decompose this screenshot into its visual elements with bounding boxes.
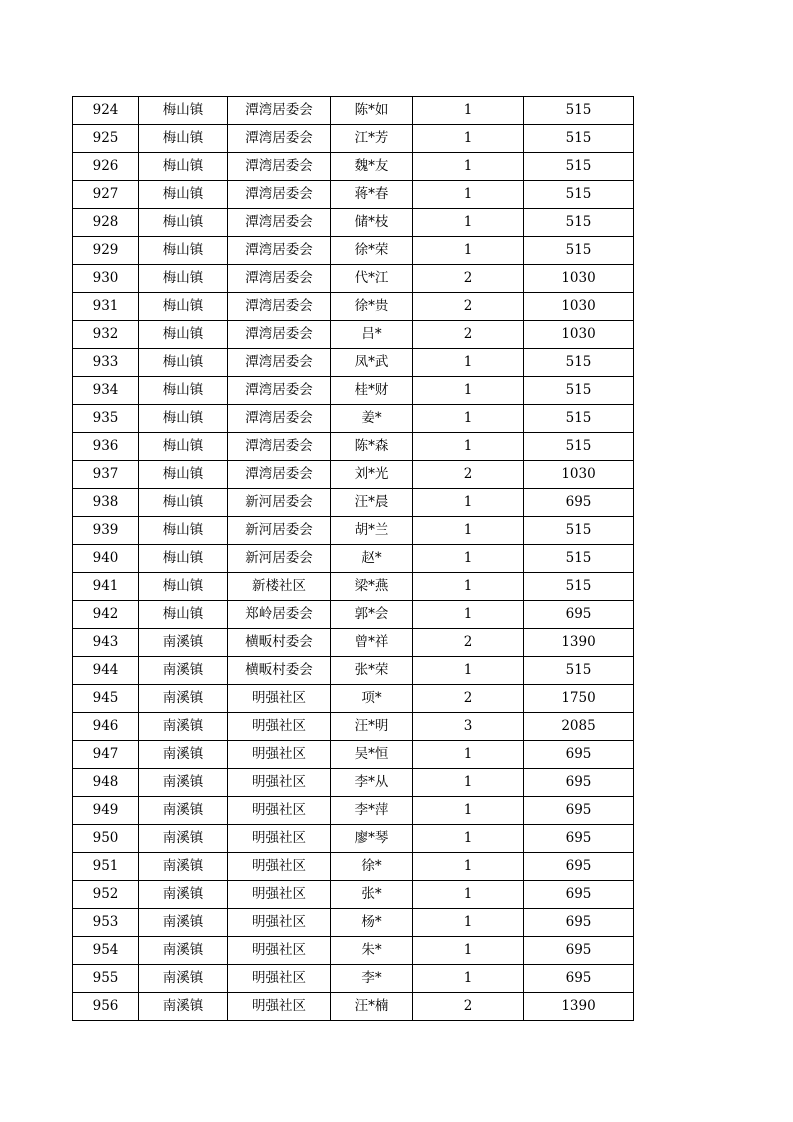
amount-cell: 515 — [524, 433, 634, 461]
row-number-cell: 925 — [73, 125, 139, 153]
table-row — [73, 517, 634, 545]
name-cell: 姜* — [331, 405, 413, 433]
table-row — [73, 769, 634, 797]
town-cell: 南溪镇 — [139, 657, 228, 685]
row-number-cell: 932 — [73, 321, 139, 349]
table-row — [73, 405, 634, 433]
amount-cell: 695 — [524, 601, 634, 629]
table-row — [73, 629, 634, 657]
table-row — [73, 97, 634, 125]
table-row — [73, 909, 634, 937]
name-cell: 魏*友 — [331, 153, 413, 181]
row-number-cell: 949 — [73, 797, 139, 825]
row-number-cell: 956 — [73, 993, 139, 1021]
community-cell: 明强社区 — [228, 937, 331, 965]
amount-cell: 695 — [524, 797, 634, 825]
table-row — [73, 937, 634, 965]
name-cell: 桂*财 — [331, 377, 413, 405]
row-number-cell: 951 — [73, 853, 139, 881]
town-cell: 梅山镇 — [139, 181, 228, 209]
table-row — [73, 881, 634, 909]
table-row — [73, 825, 634, 853]
community-cell: 明强社区 — [228, 909, 331, 937]
name-cell: 汪*晨 — [331, 489, 413, 517]
table-row — [73, 489, 634, 517]
row-number-cell: 955 — [73, 965, 139, 993]
table-body — [73, 97, 634, 1021]
community-cell: 潭湾居委会 — [228, 349, 331, 377]
row-number-cell: 926 — [73, 153, 139, 181]
community-cell: 潭湾居委会 — [228, 321, 331, 349]
name-cell: 吴*恒 — [331, 741, 413, 769]
town-cell: 南溪镇 — [139, 881, 228, 909]
name-cell: 陈*如 — [331, 97, 413, 125]
row-number-cell: 947 — [73, 741, 139, 769]
community-cell: 潭湾居委会 — [228, 209, 331, 237]
household-count-cell: 3 — [413, 713, 524, 741]
amount-cell: 695 — [524, 937, 634, 965]
town-cell: 梅山镇 — [139, 601, 228, 629]
household-count-cell: 1 — [413, 853, 524, 881]
household-count-cell: 1 — [413, 153, 524, 181]
row-number-cell: 936 — [73, 433, 139, 461]
row-number-cell: 950 — [73, 825, 139, 853]
amount-cell: 1030 — [524, 461, 634, 489]
row-number-cell: 929 — [73, 237, 139, 265]
town-cell: 梅山镇 — [139, 125, 228, 153]
town-cell: 梅山镇 — [139, 237, 228, 265]
town-cell: 南溪镇 — [139, 853, 228, 881]
amount-cell: 695 — [524, 489, 634, 517]
town-cell: 南溪镇 — [139, 769, 228, 797]
household-count-cell: 2 — [413, 265, 524, 293]
name-cell: 徐* — [331, 853, 413, 881]
community-cell: 明强社区 — [228, 713, 331, 741]
town-cell: 梅山镇 — [139, 545, 228, 573]
household-count-cell: 1 — [413, 517, 524, 545]
household-count-cell: 1 — [413, 769, 524, 797]
name-cell: 项* — [331, 685, 413, 713]
amount-cell: 695 — [524, 965, 634, 993]
name-cell: 储*枝 — [331, 209, 413, 237]
table-row — [73, 797, 634, 825]
amount-cell: 515 — [524, 377, 634, 405]
name-cell: 胡*兰 — [331, 517, 413, 545]
name-cell: 张*荣 — [331, 657, 413, 685]
community-cell: 潭湾居委会 — [228, 97, 331, 125]
table-row — [73, 601, 634, 629]
amount-cell: 515 — [524, 349, 634, 377]
row-number-cell: 928 — [73, 209, 139, 237]
row-number-cell: 942 — [73, 601, 139, 629]
community-cell: 明强社区 — [228, 797, 331, 825]
row-number-cell: 952 — [73, 881, 139, 909]
table-row — [73, 321, 634, 349]
community-cell: 横畈村委会 — [228, 629, 331, 657]
amount-cell: 515 — [524, 237, 634, 265]
amount-cell: 1030 — [524, 321, 634, 349]
household-count-cell: 1 — [413, 209, 524, 237]
amount-cell: 695 — [524, 769, 634, 797]
community-cell: 潭湾居委会 — [228, 461, 331, 489]
community-cell: 新河居委会 — [228, 545, 331, 573]
community-cell: 明强社区 — [228, 825, 331, 853]
community-cell: 潭湾居委会 — [228, 181, 331, 209]
amount-cell: 695 — [524, 825, 634, 853]
name-cell: 张* — [331, 881, 413, 909]
household-count-cell: 1 — [413, 797, 524, 825]
row-number-cell: 935 — [73, 405, 139, 433]
town-cell: 南溪镇 — [139, 685, 228, 713]
amount-cell: 515 — [524, 517, 634, 545]
town-cell: 南溪镇 — [139, 713, 228, 741]
row-number-cell: 927 — [73, 181, 139, 209]
household-count-cell: 1 — [413, 181, 524, 209]
row-number-cell: 933 — [73, 349, 139, 377]
household-count-cell: 2 — [413, 293, 524, 321]
amount-cell: 1390 — [524, 629, 634, 657]
town-cell: 梅山镇 — [139, 573, 228, 601]
community-cell: 明强社区 — [228, 685, 331, 713]
town-cell: 梅山镇 — [139, 377, 228, 405]
amount-cell: 1030 — [524, 265, 634, 293]
name-cell: 郭*会 — [331, 601, 413, 629]
household-count-cell: 1 — [413, 965, 524, 993]
name-cell: 赵* — [331, 545, 413, 573]
table-row — [73, 293, 634, 321]
table-row — [73, 237, 634, 265]
data-table — [72, 96, 634, 1021]
row-number-cell: 937 — [73, 461, 139, 489]
town-cell: 梅山镇 — [139, 321, 228, 349]
table-row — [73, 965, 634, 993]
table-row — [73, 713, 634, 741]
row-number-cell: 934 — [73, 377, 139, 405]
town-cell: 梅山镇 — [139, 97, 228, 125]
name-cell: 汪*明 — [331, 713, 413, 741]
name-cell: 蒋*春 — [331, 181, 413, 209]
household-count-cell: 2 — [413, 685, 524, 713]
row-number-cell: 940 — [73, 545, 139, 573]
community-cell: 新河居委会 — [228, 517, 331, 545]
household-count-cell: 1 — [413, 825, 524, 853]
name-cell: 李*萍 — [331, 797, 413, 825]
name-cell: 吕* — [331, 321, 413, 349]
table-row — [73, 153, 634, 181]
household-count-cell: 1 — [413, 489, 524, 517]
name-cell: 李*从 — [331, 769, 413, 797]
name-cell: 陈*森 — [331, 433, 413, 461]
amount-cell: 515 — [524, 97, 634, 125]
town-cell: 梅山镇 — [139, 433, 228, 461]
community-cell: 潭湾居委会 — [228, 153, 331, 181]
household-count-cell: 1 — [413, 601, 524, 629]
table-row — [73, 741, 634, 769]
community-cell: 潭湾居委会 — [228, 237, 331, 265]
name-cell: 徐*贵 — [331, 293, 413, 321]
row-number-cell: 924 — [73, 97, 139, 125]
community-cell: 潭湾居委会 — [228, 265, 331, 293]
amount-cell: 515 — [524, 545, 634, 573]
household-count-cell: 2 — [413, 461, 524, 489]
name-cell: 徐*荣 — [331, 237, 413, 265]
row-number-cell: 946 — [73, 713, 139, 741]
amount-cell: 695 — [524, 741, 634, 769]
table-row — [73, 657, 634, 685]
town-cell: 南溪镇 — [139, 797, 228, 825]
amount-cell: 1030 — [524, 293, 634, 321]
community-cell: 潭湾居委会 — [228, 433, 331, 461]
row-number-cell: 941 — [73, 573, 139, 601]
amount-cell: 695 — [524, 853, 634, 881]
row-number-cell: 943 — [73, 629, 139, 657]
amount-cell: 515 — [524, 153, 634, 181]
household-count-cell: 2 — [413, 321, 524, 349]
household-count-cell: 1 — [413, 573, 524, 601]
name-cell: 刘*光 — [331, 461, 413, 489]
amount-cell: 1390 — [524, 993, 634, 1021]
community-cell: 潭湾居委会 — [228, 125, 331, 153]
amount-cell: 695 — [524, 881, 634, 909]
household-count-cell: 1 — [413, 377, 524, 405]
community-cell: 新楼社区 — [228, 573, 331, 601]
table-row — [73, 181, 634, 209]
town-cell: 梅山镇 — [139, 153, 228, 181]
household-count-cell: 1 — [413, 237, 524, 265]
household-count-cell: 1 — [413, 657, 524, 685]
row-number-cell: 948 — [73, 769, 139, 797]
table-row — [73, 377, 634, 405]
table-row — [73, 209, 634, 237]
row-number-cell: 944 — [73, 657, 139, 685]
town-cell: 梅山镇 — [139, 349, 228, 377]
table-row — [73, 265, 634, 293]
name-cell: 李* — [331, 965, 413, 993]
table-row — [73, 993, 634, 1021]
amount-cell: 515 — [524, 181, 634, 209]
household-count-cell: 1 — [413, 125, 524, 153]
community-cell: 潭湾居委会 — [228, 405, 331, 433]
amount-cell: 515 — [524, 125, 634, 153]
household-count-cell: 1 — [413, 545, 524, 573]
town-cell: 南溪镇 — [139, 741, 228, 769]
town-cell: 南溪镇 — [139, 825, 228, 853]
table-row — [73, 685, 634, 713]
town-cell: 梅山镇 — [139, 405, 228, 433]
town-cell: 梅山镇 — [139, 265, 228, 293]
community-cell: 潭湾居委会 — [228, 293, 331, 321]
amount-cell: 515 — [524, 573, 634, 601]
town-cell: 南溪镇 — [139, 993, 228, 1021]
amount-cell: 515 — [524, 209, 634, 237]
household-count-cell: 1 — [413, 741, 524, 769]
household-count-cell: 1 — [413, 97, 524, 125]
community-cell: 新河居委会 — [228, 489, 331, 517]
town-cell: 梅山镇 — [139, 209, 228, 237]
name-cell: 朱* — [331, 937, 413, 965]
table-row — [73, 349, 634, 377]
town-cell: 梅山镇 — [139, 293, 228, 321]
community-cell: 明强社区 — [228, 741, 331, 769]
town-cell: 南溪镇 — [139, 965, 228, 993]
name-cell: 代*江 — [331, 265, 413, 293]
table-row — [73, 461, 634, 489]
name-cell: 廖*琴 — [331, 825, 413, 853]
table-row — [73, 573, 634, 601]
town-cell: 梅山镇 — [139, 517, 228, 545]
name-cell: 杨* — [331, 909, 413, 937]
household-count-cell: 2 — [413, 629, 524, 657]
household-count-cell: 1 — [413, 433, 524, 461]
table-row — [73, 853, 634, 881]
town-cell: 梅山镇 — [139, 461, 228, 489]
name-cell: 凤*武 — [331, 349, 413, 377]
household-count-cell: 1 — [413, 937, 524, 965]
community-cell: 明强社区 — [228, 769, 331, 797]
amount-cell: 515 — [524, 405, 634, 433]
name-cell: 汪*楠 — [331, 993, 413, 1021]
household-count-cell: 1 — [413, 881, 524, 909]
name-cell: 曾*祥 — [331, 629, 413, 657]
row-number-cell: 954 — [73, 937, 139, 965]
table-row — [73, 125, 634, 153]
household-count-cell: 1 — [413, 405, 524, 433]
town-cell: 南溪镇 — [139, 629, 228, 657]
amount-cell: 1750 — [524, 685, 634, 713]
household-count-cell: 1 — [413, 349, 524, 377]
community-cell: 横畈村委会 — [228, 657, 331, 685]
household-count-cell: 1 — [413, 909, 524, 937]
community-cell: 潭湾居委会 — [228, 377, 331, 405]
community-cell: 明强社区 — [228, 993, 331, 1021]
name-cell: 江*芳 — [331, 125, 413, 153]
row-number-cell: 939 — [73, 517, 139, 545]
row-number-cell: 945 — [73, 685, 139, 713]
row-number-cell: 938 — [73, 489, 139, 517]
row-number-cell: 931 — [73, 293, 139, 321]
community-cell: 明强社区 — [228, 965, 331, 993]
household-count-cell: 2 — [413, 993, 524, 1021]
community-cell: 郑岭居委会 — [228, 601, 331, 629]
amount-cell: 695 — [524, 909, 634, 937]
town-cell: 梅山镇 — [139, 489, 228, 517]
row-number-cell: 953 — [73, 909, 139, 937]
town-cell: 南溪镇 — [139, 909, 228, 937]
name-cell: 梁*燕 — [331, 573, 413, 601]
community-cell: 明强社区 — [228, 881, 331, 909]
town-cell: 南溪镇 — [139, 937, 228, 965]
amount-cell: 515 — [524, 657, 634, 685]
table-row — [73, 545, 634, 573]
community-cell: 明强社区 — [228, 853, 331, 881]
table-row — [73, 433, 634, 461]
amount-cell: 2085 — [524, 713, 634, 741]
row-number-cell: 930 — [73, 265, 139, 293]
